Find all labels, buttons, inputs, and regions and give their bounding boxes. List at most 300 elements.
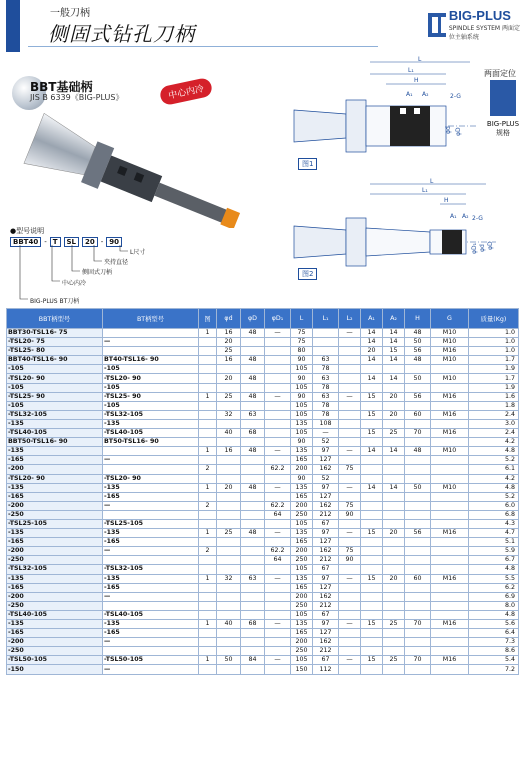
table-cell: —	[103, 338, 199, 347]
table-cell: -135	[7, 574, 103, 583]
table-row	[7, 365, 519, 374]
table-cell: -TSL25-105	[7, 519, 103, 528]
table-cell	[241, 556, 265, 565]
table-cell: -105	[103, 365, 199, 374]
table-cell	[431, 465, 469, 474]
table-cell	[361, 592, 383, 601]
table-cell	[339, 419, 361, 428]
table-cell: M10	[431, 338, 469, 347]
table-cell	[383, 629, 405, 638]
table-cell: -150	[7, 665, 103, 674]
big-plus-icon	[490, 80, 516, 116]
table-cell: 162	[313, 465, 339, 474]
table-cell: 5.1	[469, 538, 519, 547]
table-cell	[383, 465, 405, 474]
product-title: BBT基础柄	[30, 80, 93, 94]
dim-A1-2: A₁	[450, 213, 457, 220]
table-cell: 1.0	[469, 347, 519, 356]
table-cell: 5.2	[469, 492, 519, 501]
table-cell: 105	[291, 429, 313, 438]
table-cell: -165	[103, 492, 199, 501]
table-cell	[241, 583, 265, 592]
table-cell: 67	[313, 565, 339, 574]
table-cell	[383, 419, 405, 428]
table-cell: 6.8	[469, 510, 519, 519]
model-explain-label: ●型号说明	[10, 227, 45, 235]
table-cell: M16	[431, 347, 469, 356]
table-cell	[265, 610, 291, 619]
dim-H: H	[414, 77, 419, 84]
tool-holder-photo	[20, 108, 260, 228]
table-cell	[339, 601, 361, 610]
table-cell: —	[103, 638, 199, 647]
table-cell	[339, 383, 361, 392]
table-cell	[405, 547, 431, 556]
table-cell: 90	[339, 510, 361, 519]
table-header-cell: φD₁	[265, 309, 291, 329]
table-cell: 127	[313, 456, 339, 465]
table-cell	[431, 665, 469, 674]
table-cell	[383, 383, 405, 392]
table-cell: -TSL32-105	[7, 565, 103, 574]
table-cell	[103, 647, 199, 656]
table-cell: 5.4	[469, 656, 519, 665]
table-cell	[241, 347, 265, 356]
table-cell: M10	[431, 356, 469, 365]
table-cell: —	[265, 529, 291, 538]
table-cell: -200	[7, 638, 103, 647]
product-standard: JIS B 6339《BIG-PLUS》	[30, 93, 124, 102]
table-cell	[431, 565, 469, 574]
table-cell: 25	[217, 529, 241, 538]
table-cell	[361, 629, 383, 638]
table-cell	[383, 474, 405, 483]
dim-L1: L₁	[408, 67, 414, 74]
table-cell	[431, 638, 469, 647]
table-cell	[265, 519, 291, 528]
table-cell: 20	[217, 338, 241, 347]
table-cell: -135	[103, 620, 199, 629]
table-cell	[217, 438, 241, 447]
table-cell: 127	[313, 538, 339, 547]
table-cell	[241, 365, 265, 374]
table-cell: 20	[383, 410, 405, 419]
table-cell	[199, 492, 217, 501]
table-cell	[265, 565, 291, 574]
table-cell	[361, 538, 383, 547]
table-cell: 25	[217, 392, 241, 401]
table-row	[7, 638, 519, 647]
table-cell	[383, 601, 405, 610]
table-cell	[199, 510, 217, 519]
table-cell	[405, 629, 431, 638]
right-panel-title: 两面定位	[484, 69, 516, 78]
table-row	[7, 665, 519, 674]
table-cell	[265, 356, 291, 365]
table-row	[7, 438, 519, 447]
table-cell	[241, 610, 265, 619]
table-cell	[265, 383, 291, 392]
table-cell: 1	[199, 392, 217, 401]
table-cell: 15	[361, 656, 383, 665]
table-cell: 48	[405, 447, 431, 456]
table-cell: —	[265, 574, 291, 583]
figure-2-label: 图2	[298, 268, 317, 280]
table-cell: 150	[291, 665, 313, 674]
table-row	[7, 574, 519, 583]
table-cell	[265, 347, 291, 356]
dim-G-2: 2-G	[472, 215, 483, 222]
dim-A2: A₂	[422, 91, 429, 98]
table-cell: 250	[291, 647, 313, 656]
table-cell: 162	[313, 592, 339, 601]
table-cell: -TSL25- 90	[7, 392, 103, 401]
table-cell: —	[339, 329, 361, 338]
table-cell	[339, 356, 361, 365]
table-cell	[199, 438, 217, 447]
table-cell: 4.3	[469, 519, 519, 528]
table-cell: 20	[383, 529, 405, 538]
dim-phiD1: φD₁	[471, 243, 478, 254]
table-cell: 127	[313, 583, 339, 592]
table-header-cell: L	[291, 309, 313, 329]
table-cell	[199, 429, 217, 438]
table-cell	[431, 601, 469, 610]
table-cell	[265, 638, 291, 647]
table-cell	[431, 629, 469, 638]
table-cell: 212	[313, 647, 339, 656]
table-cell: -TSL20- 90	[103, 374, 199, 383]
table-cell	[431, 474, 469, 483]
table-cell	[217, 565, 241, 574]
table-cell	[103, 510, 199, 519]
table-cell: 1.7	[469, 374, 519, 383]
table-cell: 250	[291, 556, 313, 565]
table-cell: —	[339, 620, 361, 629]
table-cell: —	[103, 456, 199, 465]
table-cell: 63	[313, 392, 339, 401]
table-cell	[217, 456, 241, 465]
table-cell: 20	[361, 347, 383, 356]
table-cell	[217, 465, 241, 474]
table-cell	[361, 501, 383, 510]
table-cell: 75	[291, 329, 313, 338]
table-cell	[217, 501, 241, 510]
right-panel-caption: BIG-PLUS规格	[486, 120, 520, 137]
table-cell: 1	[199, 483, 217, 492]
table-cell	[217, 547, 241, 556]
table-cell	[199, 610, 217, 619]
table-row	[7, 538, 519, 547]
table-cell: 25	[383, 429, 405, 438]
table-cell: 14	[361, 356, 383, 365]
desc-bore: 夹持直径	[104, 259, 129, 266]
table-cell: —	[313, 429, 339, 438]
desc-bigplus: BIG-PLUS BT刀柄	[30, 298, 80, 305]
table-cell	[405, 519, 431, 528]
table-row	[7, 410, 519, 419]
table-cell: 90	[291, 438, 313, 447]
table-cell: —	[103, 547, 199, 556]
table-row	[7, 356, 519, 365]
table-cell	[265, 601, 291, 610]
table-cell: 62.2	[265, 547, 291, 556]
table-header-cell: BBT柄型号	[7, 309, 103, 329]
table-cell: 48	[241, 356, 265, 365]
table-cell: BBT50-TSL16- 90	[7, 438, 103, 447]
table-cell: 6.4	[469, 629, 519, 638]
table-cell: -TSL20- 75	[7, 338, 103, 347]
table-cell: -165	[103, 629, 199, 638]
table-cell	[361, 565, 383, 574]
table-row	[7, 465, 519, 474]
table-cell: -135	[7, 447, 103, 456]
table-cell: 105	[291, 401, 313, 410]
table-cell: BBT30-TSL16- 75	[7, 329, 103, 338]
table-cell	[199, 383, 217, 392]
table-cell: —	[265, 329, 291, 338]
table-cell	[199, 647, 217, 656]
table-cell: 5.2	[469, 456, 519, 465]
table-cell: 25	[383, 656, 405, 665]
table-cell	[217, 665, 241, 674]
table-row	[7, 492, 519, 501]
table-cell: 97	[313, 447, 339, 456]
table-cell	[241, 492, 265, 501]
table-cell: 90	[339, 556, 361, 565]
table-cell: 15	[361, 620, 383, 629]
table-cell	[431, 556, 469, 565]
table-cell	[383, 501, 405, 510]
table-row	[7, 329, 519, 338]
table-cell: 212	[313, 556, 339, 565]
table-cell: 1.8	[469, 401, 519, 410]
table-cell: 70	[405, 429, 431, 438]
table-cell	[339, 374, 361, 383]
table-cell: —	[103, 665, 199, 674]
table-header-cell: 图	[199, 309, 217, 329]
table-cell	[241, 419, 265, 428]
table-cell: M10	[431, 483, 469, 492]
table-cell	[241, 401, 265, 410]
table-cell: 162	[313, 501, 339, 510]
desc-length: L尺寸	[130, 249, 146, 256]
table-cell: 4.8	[469, 565, 519, 574]
table-cell	[405, 556, 431, 565]
desc-side-lock: 侧固式刀柄	[82, 269, 113, 276]
table-cell	[265, 583, 291, 592]
table-cell: -TSL20- 90	[7, 374, 103, 383]
header-accent-bar	[6, 0, 20, 52]
table-cell: M16	[431, 410, 469, 419]
table-cell	[241, 565, 265, 574]
table-cell	[431, 456, 469, 465]
table-cell: 14	[383, 356, 405, 365]
table-cell	[265, 365, 291, 374]
table-row	[7, 519, 519, 528]
table-cell: 127	[313, 629, 339, 638]
drawing-figure-2	[290, 178, 500, 278]
dim-L-2: L	[430, 178, 434, 185]
table-body	[7, 329, 519, 675]
table-cell: 14	[361, 447, 383, 456]
dim-phid: φd	[445, 126, 452, 134]
model-part-bore: 20	[82, 237, 98, 247]
dim-A1: A₁	[406, 91, 413, 98]
table-cell	[265, 374, 291, 383]
table-cell	[103, 447, 199, 456]
table-cell: 112	[313, 665, 339, 674]
table-cell: 63	[241, 410, 265, 419]
table-cell: 90	[291, 392, 313, 401]
table-cell: -135	[103, 574, 199, 583]
table-cell: 63	[241, 574, 265, 583]
table-cell	[199, 474, 217, 483]
table-cell: -TSL32-105	[103, 565, 199, 574]
table-row	[7, 510, 519, 519]
table-row	[7, 338, 519, 347]
table-cell	[361, 365, 383, 374]
table-cell: 14	[361, 338, 383, 347]
table-cell: -250	[7, 556, 103, 565]
table-cell: 97	[313, 529, 339, 538]
table-cell: 7.2	[469, 665, 519, 674]
table-cell: 40	[217, 429, 241, 438]
table-cell	[405, 583, 431, 592]
table-cell: -TSL40-105	[103, 610, 199, 619]
table-cell	[405, 501, 431, 510]
table-cell: -200	[7, 501, 103, 510]
table-cell	[405, 474, 431, 483]
table-cell: 1	[199, 529, 217, 538]
table-cell	[431, 419, 469, 428]
table-cell: —	[339, 656, 361, 665]
table-cell: 135	[291, 529, 313, 538]
table-cell	[217, 519, 241, 528]
table-cell: -165	[103, 583, 199, 592]
table-cell	[405, 365, 431, 374]
table-cell	[431, 401, 469, 410]
table-cell: 1.0	[469, 329, 519, 338]
table-cell	[361, 601, 383, 610]
table-cell: —	[265, 656, 291, 665]
table-cell	[405, 456, 431, 465]
table-cell	[405, 401, 431, 410]
table-cell: -TSL20- 90	[7, 474, 103, 483]
table-cell: 75	[339, 465, 361, 474]
table-cell	[265, 419, 291, 428]
table-cell: 105	[291, 656, 313, 665]
table-cell: 63	[313, 356, 339, 365]
table-cell: M10	[431, 374, 469, 383]
table-cell: 50	[405, 374, 431, 383]
table-row	[7, 620, 519, 629]
table-cell: 67	[313, 610, 339, 619]
dim-phid-2: φd	[479, 244, 486, 252]
table-cell	[241, 547, 265, 556]
table-cell	[103, 329, 199, 338]
table-cell: 32	[217, 410, 241, 419]
table-cell: -TSL50-105	[7, 656, 103, 665]
table-row	[7, 419, 519, 428]
table-cell: -105	[7, 383, 103, 392]
table-cell: -TSL32-105	[7, 410, 103, 419]
table-row	[7, 401, 519, 410]
table-cell: 68	[241, 620, 265, 629]
table-cell	[241, 465, 265, 474]
table-cell: —	[339, 529, 361, 538]
table-cell	[405, 592, 431, 601]
table-cell	[339, 583, 361, 592]
table-cell: 78	[313, 410, 339, 419]
table-cell	[405, 510, 431, 519]
table-cell	[217, 401, 241, 410]
table-cell	[339, 410, 361, 419]
table-cell	[265, 629, 291, 638]
table-cell	[339, 565, 361, 574]
table-cell: -165	[7, 538, 103, 547]
table-row	[7, 456, 519, 465]
table-cell: 84	[241, 656, 265, 665]
table-cell: -135	[103, 529, 199, 538]
table-cell	[265, 538, 291, 547]
table-cell	[361, 474, 383, 483]
table-cell	[339, 665, 361, 674]
table-cell	[405, 665, 431, 674]
table-cell: -165	[7, 583, 103, 592]
table-cell	[383, 519, 405, 528]
table-cell: 2.4	[469, 429, 519, 438]
table-cell: 50	[405, 483, 431, 492]
table-row	[7, 610, 519, 619]
table-cell	[241, 519, 265, 528]
table-row	[7, 383, 519, 392]
table-cell: 6.9	[469, 592, 519, 601]
table-cell: 14	[383, 374, 405, 383]
table-cell	[199, 365, 217, 374]
table-cell: 62.2	[265, 465, 291, 474]
table-row	[7, 592, 519, 601]
table-cell	[217, 583, 241, 592]
table-cell: -TSL25-105	[103, 519, 199, 528]
table-header-cell: φd	[217, 309, 241, 329]
table-cell	[199, 338, 217, 347]
table-row	[7, 429, 519, 438]
table-cell	[383, 510, 405, 519]
table-cell	[217, 538, 241, 547]
table-cell	[103, 601, 199, 610]
table-cell: 200	[291, 465, 313, 474]
table-cell	[383, 610, 405, 619]
table-cell	[431, 492, 469, 501]
table-cell	[339, 401, 361, 410]
table-cell	[431, 610, 469, 619]
table-cell: 8.0	[469, 601, 519, 610]
table-cell	[241, 456, 265, 465]
table-cell: 48	[241, 374, 265, 383]
table-cell: —	[265, 392, 291, 401]
table-header-cell: A₂	[383, 309, 405, 329]
table-cell	[339, 338, 361, 347]
table-cell	[383, 538, 405, 547]
table-cell	[217, 592, 241, 601]
table-row	[7, 374, 519, 383]
table-cell: 15	[361, 429, 383, 438]
table-cell	[405, 638, 431, 647]
table-row	[7, 447, 519, 456]
table-cell	[339, 365, 361, 374]
dim-H-2: H	[444, 197, 449, 204]
